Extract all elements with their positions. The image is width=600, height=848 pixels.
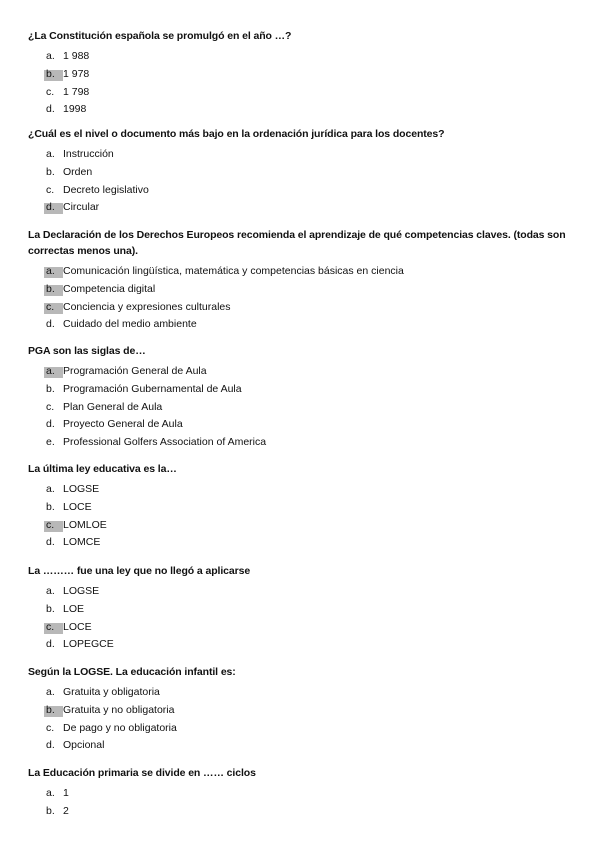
option-text: LOPEGCE [63, 638, 114, 651]
option-letter: d. [46, 638, 55, 651]
option-e [28, 434, 583, 452]
option-text: 1 798 [63, 85, 90, 98]
option-letter: b. [46, 382, 55, 395]
option-letter: b. [44, 702, 63, 720]
option-text: Competencia digital [63, 282, 156, 295]
option-text: Gratuita y no obligatoria [63, 703, 175, 716]
option-text: 1 [63, 787, 69, 799]
option-letter: c. [46, 400, 55, 413]
option-letter: d. [46, 318, 55, 331]
option-b [28, 702, 583, 720]
option-letter: a. [46, 787, 55, 799]
option-letter: d. [46, 739, 55, 752]
option-text: LOCE [63, 620, 92, 633]
option-c [28, 720, 583, 738]
option-b [28, 601, 583, 619]
option-text: De pago y no obligatoria [63, 721, 177, 734]
option-d [28, 199, 583, 217]
question-5 [28, 461, 583, 552]
option-text: 1 988 [63, 50, 90, 62]
question-7 [28, 664, 583, 755]
option-d [28, 316, 583, 334]
question-6 [28, 563, 583, 654]
option-c [28, 182, 583, 200]
option-a [28, 48, 583, 66]
option-b [28, 381, 583, 399]
question-2 [28, 126, 583, 217]
option-letter: a. [44, 363, 63, 381]
option-text: Circular [63, 201, 100, 214]
option-c [28, 299, 583, 317]
option-letter: d. [44, 199, 63, 217]
option-b [28, 281, 583, 299]
option-text: 1998 [63, 103, 87, 116]
option-a [28, 583, 583, 601]
option-b [28, 499, 583, 517]
question-8 [28, 765, 583, 821]
option-text: LOMLOE [63, 518, 107, 531]
question-3 [28, 227, 583, 334]
option-d [28, 534, 583, 552]
option-letter: d. [46, 103, 55, 116]
option-letter: c. [46, 183, 55, 196]
option-text: Conciencia y expresiones culturales [63, 300, 231, 313]
option-text: Decreto legislativo [63, 183, 149, 196]
option-text: LOMCE [63, 536, 101, 549]
option-letter: d. [46, 536, 55, 549]
option-b [28, 803, 583, 821]
option-text: Instrucción [63, 148, 114, 160]
option-a [28, 146, 583, 164]
option-text: LOGSE [63, 585, 100, 597]
option-a [28, 263, 583, 281]
question-text: La última ley educativa es la… [28, 463, 177, 475]
question-text: La Declaración de los Derechos Europeos recomienda el aprendizaje de qué competencias claves. (todas son correctas menos una). [28, 229, 566, 257]
option-letter: b. [46, 804, 55, 817]
option-text: Programación General de Aula [63, 365, 207, 377]
option-letter: a. [46, 483, 55, 495]
option-letter: b. [46, 602, 55, 615]
option-text: Comunicación lingüística, matemática y competencias básicas en ciencia [63, 265, 404, 277]
option-letter: c. [44, 517, 63, 535]
question-4 [28, 343, 583, 452]
option-b [28, 164, 583, 182]
option-text: LOCE [63, 500, 92, 513]
option-letter: a. [46, 686, 55, 698]
option-text: Programación Gubernamental de Aula [63, 382, 242, 395]
option-letter: c. [44, 619, 63, 637]
question-1 [28, 28, 583, 119]
option-a [28, 785, 583, 803]
option-text: Orden [63, 165, 93, 178]
option-letter: b. [46, 500, 55, 513]
question-text: Según la LOGSE. La educación infantil es: [28, 666, 236, 678]
question-text: La ……… fue una ley que no llegó a aplicarse [28, 565, 251, 577]
option-a [28, 684, 583, 702]
question-text: ¿Cuál es el nivel o documento más bajo en la ordenación jurídica para los docentes? [28, 128, 445, 140]
option-letter: a. [46, 148, 55, 160]
option-text: LOGSE [63, 483, 100, 495]
option-c [28, 84, 583, 102]
option-letter: c. [44, 299, 63, 317]
option-text: Plan General de Aula [63, 400, 163, 413]
option-c [28, 619, 583, 637]
option-d [28, 636, 583, 654]
question-text: PGA son las siglas de… [28, 345, 146, 357]
option-letter: b. [44, 66, 63, 84]
question-text: La Educación primaria se divide en …… ciclos [28, 767, 256, 779]
option-letter: e. [46, 436, 55, 449]
option-d [28, 416, 583, 434]
option-text: Proyecto General de Aula [63, 418, 183, 431]
option-letter: c. [46, 721, 55, 734]
option-text: Opcional [63, 739, 105, 752]
question-text: ¿La Constitución española se promulgó en el año …? [28, 30, 292, 42]
option-text: 1 978 [63, 67, 90, 80]
option-letter: d. [46, 418, 55, 431]
option-letter: b. [46, 165, 55, 178]
option-a [28, 481, 583, 499]
option-text: LOE [63, 602, 85, 615]
option-c [28, 399, 583, 417]
option-d [28, 737, 583, 755]
option-text: Cuidado del medio ambiente [63, 318, 197, 331]
option-letter: b. [44, 281, 63, 299]
option-letter: c. [46, 85, 55, 98]
option-text: Professional Golfers Association of America [63, 436, 267, 449]
option-a [28, 363, 583, 381]
option-b [28, 66, 583, 84]
option-text: 2 [63, 804, 69, 817]
option-letter: a. [46, 585, 55, 597]
option-letter: a. [46, 50, 55, 62]
option-d [28, 101, 583, 119]
option-c [28, 517, 583, 535]
option-text: Gratuita y obligatoria [63, 686, 160, 698]
option-letter: a. [44, 263, 63, 281]
